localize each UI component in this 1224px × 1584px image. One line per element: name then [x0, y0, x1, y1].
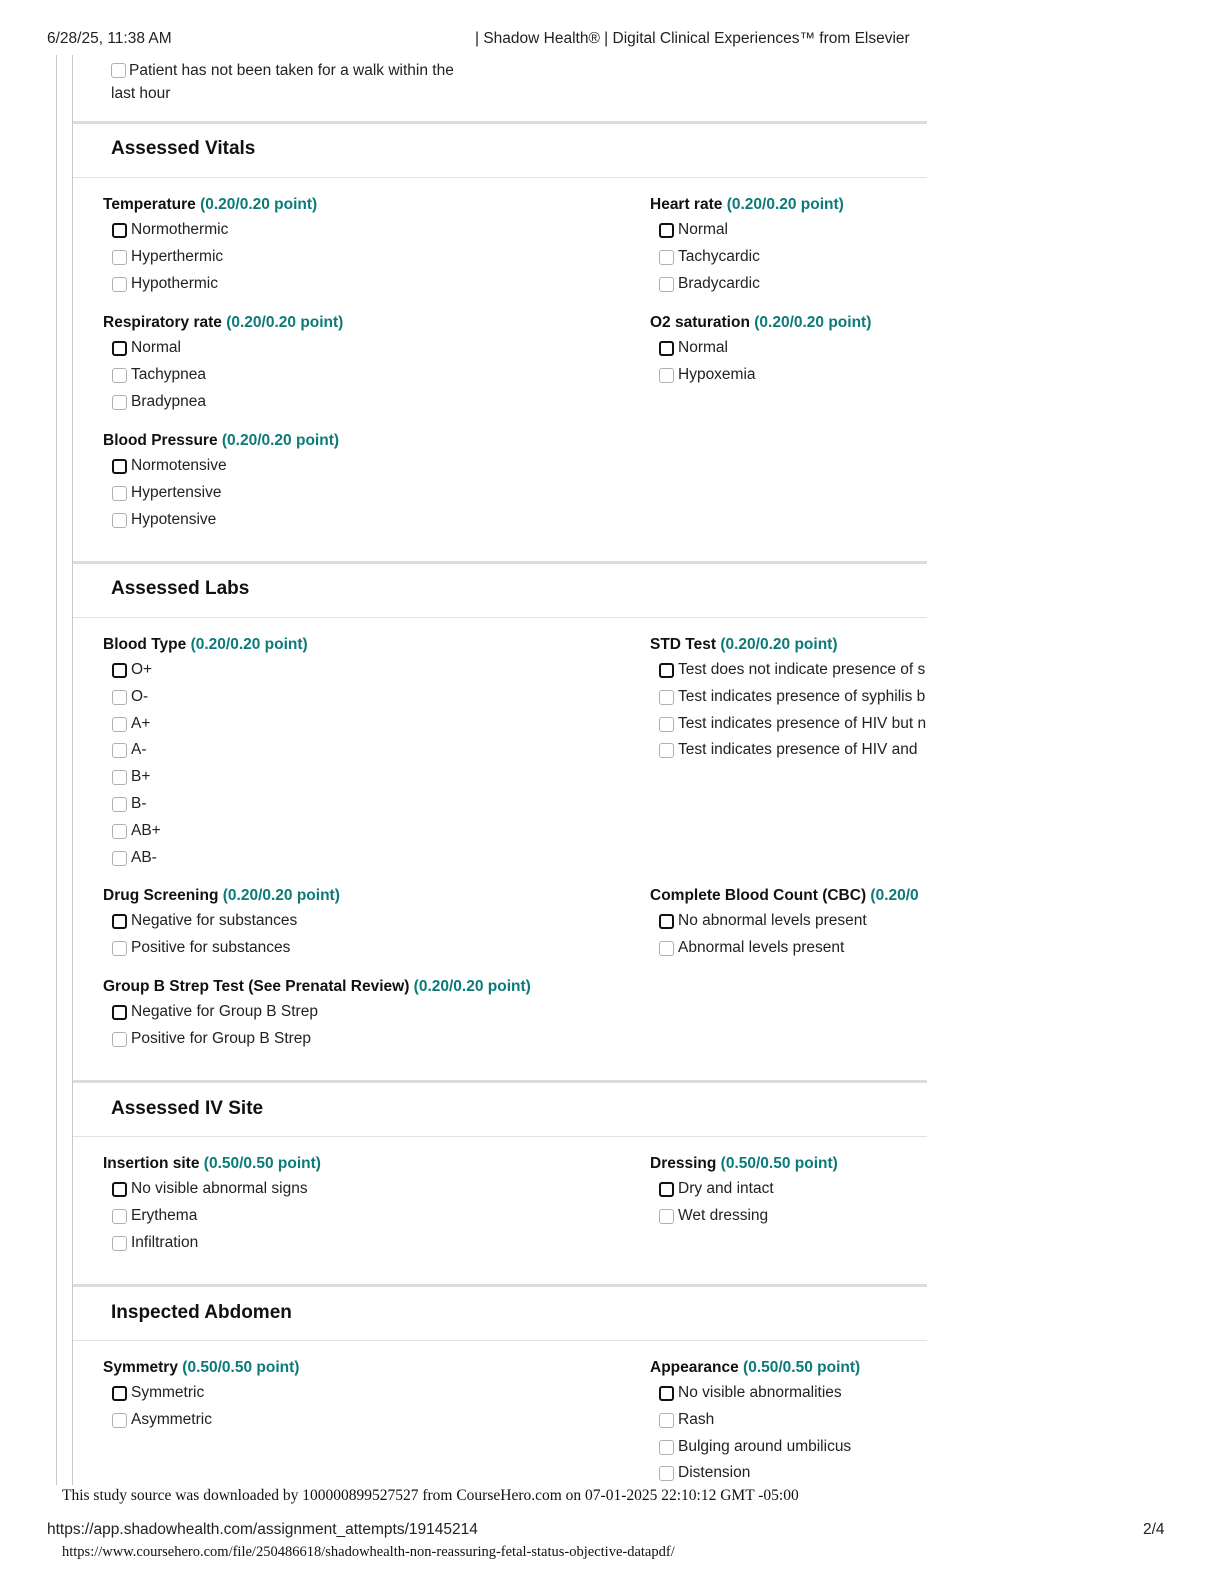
- option-label: No visible abnormal signs: [131, 1180, 308, 1197]
- answer-option[interactable]: [103, 1407, 623, 1434]
- question-score: (0.20/0: [870, 887, 919, 904]
- question-score: (0.20/0.20 point): [726, 196, 844, 213]
- option-label: B+: [131, 768, 151, 786]
- question-heart-rate: [650, 195, 927, 297]
- print-page-title: | Shadow Health® | Digital Clinical Experiences™ from Elsevier: [475, 30, 910, 47]
- question-symmetry: [103, 1358, 623, 1434]
- checkbox[interactable]: [112, 277, 127, 292]
- option-label: Tachycardic: [678, 247, 760, 265]
- answer-option[interactable]: [650, 684, 927, 711]
- option-label: Negative for substances: [131, 912, 298, 929]
- answer-option[interactable]: [650, 271, 927, 298]
- page-number: 2/4: [1143, 1521, 1165, 1538]
- question-label: [103, 195, 623, 217]
- option-label: O+: [131, 661, 153, 678]
- checkbox[interactable]: [112, 513, 127, 528]
- question-score: (0.20/0.20 point): [190, 636, 308, 653]
- checkbox-selected[interactable]: [659, 1386, 674, 1401]
- download-notice: This study source was downloaded by 100000899527527 from CourseHero.com on 07-01-2025 22:10:12 GMT -05:00: [62, 1487, 799, 1504]
- answer-option[interactable]: [650, 1380, 927, 1407]
- answer-option[interactable]: [103, 764, 623, 791]
- checkbox-selected[interactable]: [659, 663, 674, 678]
- question-title: Blood Type: [103, 636, 187, 653]
- checkbox[interactable]: [659, 1209, 674, 1224]
- question-title: Group B Strep Test (See Prenatal Review): [103, 978, 410, 995]
- question-label: [103, 1358, 623, 1380]
- answer-option[interactable]: [650, 362, 927, 389]
- question-score: (0.50/0.50 point): [203, 1155, 321, 1172]
- checkbox[interactable]: [659, 743, 674, 758]
- question-cbc: [650, 886, 927, 962]
- coursehero-url[interactable]: https://www.coursehero.com/file/250486618/shadowhealth-non-reassuring-fetal-status-objective-datapdf/: [62, 1544, 675, 1560]
- question-respiratory-rate: [103, 313, 623, 415]
- answer-option[interactable]: [103, 711, 623, 738]
- question-title: Complete Blood Count (CBC): [650, 887, 867, 904]
- option-label: Bradypnea: [131, 392, 206, 410]
- checkbox[interactable]: [112, 250, 127, 265]
- title-rule: [73, 1340, 927, 1341]
- checkbox-selected[interactable]: [659, 341, 674, 356]
- option-label: Hypertensive: [131, 483, 222, 501]
- question-label: [103, 886, 623, 908]
- question-insertion-site: [103, 1154, 623, 1256]
- option-label: Hyperthermic: [131, 247, 224, 265]
- question-score: (0.20/0.20 point): [720, 636, 838, 653]
- question-label: [650, 195, 927, 217]
- answer-option[interactable]: [103, 845, 623, 872]
- question-title: Dressing: [650, 1155, 717, 1172]
- checkbox[interactable]: [112, 717, 127, 732]
- question-title: Temperature: [103, 196, 196, 213]
- question-score: (0.50/0.50 point): [743, 1359, 861, 1376]
- question-label: [103, 313, 623, 335]
- answer-option[interactable]: [650, 1460, 927, 1485]
- section-title-iv-site: Assessed IV Site: [111, 1098, 264, 1119]
- checkbox[interactable]: [659, 250, 674, 265]
- answer-option[interactable]: [103, 818, 623, 845]
- checkbox-selected[interactable]: [112, 1182, 127, 1197]
- question-score: (0.20/0.20 point): [221, 432, 340, 449]
- answer-option[interactable]: [650, 1434, 927, 1461]
- question-title: Insertion site: [103, 1155, 200, 1172]
- option-label: Distension: [678, 1464, 751, 1482]
- answer-option[interactable]: [103, 1026, 623, 1053]
- checkbox-selected[interactable]: [112, 459, 127, 474]
- checkbox[interactable]: [112, 1413, 127, 1428]
- question-title: Drug Screening: [103, 887, 219, 904]
- checkbox-selected[interactable]: [659, 914, 674, 929]
- option-label: Infiltration: [131, 1233, 199, 1251]
- section-divider: [73, 561, 927, 564]
- option-label: Negative for Group B Strep: [131, 1003, 318, 1020]
- option-label: AB+: [131, 821, 161, 839]
- option-label: Patient has not been taken for a walk within the last hour: [111, 62, 454, 102]
- checkbox-selected[interactable]: [659, 1182, 674, 1197]
- title-rule: [73, 177, 927, 178]
- checkbox-selected[interactable]: [112, 1386, 127, 1401]
- answer-option[interactable]: [103, 1203, 623, 1230]
- option-label: Tachypnea: [131, 365, 206, 383]
- checkbox[interactable]: [112, 1032, 127, 1047]
- checkbox[interactable]: [112, 690, 127, 705]
- answer-option[interactable]: [103, 389, 623, 416]
- checkbox[interactable]: [659, 1413, 674, 1428]
- question-title: Heart rate: [650, 196, 723, 213]
- question-score: (0.20/0.20 point): [226, 314, 344, 331]
- checkbox[interactable]: [112, 797, 127, 812]
- option-label: No visible abnormalities: [678, 1384, 842, 1401]
- report-content: [0, 55, 927, 1485]
- checkbox[interactable]: [659, 690, 674, 705]
- option-label: Normal: [131, 339, 181, 356]
- checkbox[interactable]: [659, 1440, 674, 1455]
- option-label: Positive for Group B Strep: [131, 1029, 312, 1047]
- question-label: [650, 1154, 927, 1176]
- question-label: [650, 1358, 927, 1380]
- answer-option[interactable]: [103, 507, 623, 534]
- answer-option[interactable]: [103, 1380, 623, 1407]
- question-label: [103, 431, 623, 453]
- question-o2-saturation: [650, 313, 927, 389]
- answer-option[interactable]: [103, 453, 623, 480]
- checkbox[interactable]: [659, 368, 674, 383]
- question-title: Appearance: [650, 1359, 739, 1376]
- checkbox[interactable]: [112, 368, 127, 383]
- option-label: Hypothermic: [131, 274, 218, 292]
- checkbox-selected[interactable]: [112, 223, 127, 238]
- section-title-abdomen: Inspected Abdomen: [111, 1302, 292, 1323]
- answer-option[interactable]: [650, 737, 927, 764]
- answer-option[interactable]: [650, 657, 927, 684]
- option-label: Symmetric: [131, 1384, 205, 1401]
- title-rule: [73, 1136, 927, 1137]
- answer-option[interactable]: [650, 1176, 927, 1203]
- question-score: (0.20/0.20 point): [413, 978, 531, 995]
- answer-option[interactable]: [103, 271, 623, 298]
- question-blood-pressure: [103, 431, 623, 533]
- outer-border: [56, 55, 57, 1485]
- question-temperature: [103, 195, 623, 297]
- option-label: Test indicates presence of HIV but n: [678, 714, 927, 732]
- checkbox[interactable]: [659, 277, 674, 292]
- option-label: B-: [131, 794, 147, 812]
- answer-option[interactable]: [103, 791, 623, 818]
- section-title-labs: Assessed Labs: [111, 578, 250, 599]
- checkbox[interactable]: [112, 395, 127, 410]
- inner-border: [72, 55, 73, 1485]
- checkbox[interactable]: [112, 770, 127, 785]
- question-label: [650, 313, 927, 335]
- answer-option[interactable]: [103, 999, 623, 1026]
- option-label: Abnormal levels present: [678, 938, 845, 956]
- answer-option[interactable]: [650, 217, 927, 244]
- option-label: O-: [131, 687, 149, 705]
- option-label: A-: [131, 741, 147, 759]
- answer-option[interactable]: [650, 908, 927, 935]
- answer-option[interactable]: [103, 362, 623, 389]
- previous-option: [111, 59, 481, 105]
- question-label: [650, 635, 927, 657]
- print-datetime: 6/28/25, 11:38 AM: [47, 30, 172, 47]
- option-label: Positive for substances: [131, 938, 291, 956]
- checkbox-selected[interactable]: [659, 223, 674, 238]
- question-dressing: [650, 1154, 927, 1230]
- title-rule: [73, 617, 927, 618]
- answer-option[interactable]: [103, 908, 623, 935]
- option-label: Dry and intact: [678, 1180, 774, 1197]
- answer-option[interactable]: [650, 244, 927, 271]
- answer-option[interactable]: [103, 935, 623, 962]
- question-score: (0.50/0.50 point): [720, 1155, 838, 1172]
- section-title-vitals: Assessed Vitals: [111, 138, 256, 159]
- option-label: Test indicates presence of syphilis b: [678, 687, 926, 705]
- question-title: O2 saturation: [650, 314, 750, 331]
- checkbox[interactable]: [112, 1209, 127, 1224]
- question-drug-screening: [103, 886, 623, 962]
- checkbox[interactable]: [659, 717, 674, 732]
- checkbox[interactable]: [112, 743, 127, 758]
- print-url[interactable]: https://app.shadowhealth.com/assignment_attempts/19145214: [47, 1521, 478, 1538]
- option-label: Wet dressing: [678, 1206, 769, 1224]
- checkbox[interactable]: [112, 486, 127, 501]
- option-label: A+: [131, 714, 151, 732]
- option-label: Bradycardic: [678, 274, 760, 292]
- question-blood-type: [103, 635, 623, 871]
- option-label: Erythema: [131, 1206, 198, 1224]
- checkbox[interactable]: [112, 851, 127, 866]
- checkbox-selected[interactable]: [112, 341, 127, 356]
- section-divider: [73, 1080, 927, 1083]
- answer-option[interactable]: [103, 657, 623, 684]
- question-std-test: [650, 635, 927, 764]
- option-label: No abnormal levels present: [678, 912, 867, 929]
- question-label: [103, 1154, 623, 1176]
- answer-option[interactable]: [103, 684, 623, 711]
- checkbox[interactable]: [659, 1466, 674, 1481]
- question-label: [103, 635, 623, 657]
- section-divider: [73, 1284, 927, 1287]
- checkbox[interactable]: [111, 63, 126, 78]
- answer-option[interactable]: [103, 335, 623, 362]
- checkbox-selected[interactable]: [112, 663, 127, 678]
- checkbox-selected[interactable]: [112, 914, 127, 929]
- answer-option[interactable]: [103, 1176, 623, 1203]
- question-score: (0.20/0.20 point): [754, 314, 872, 331]
- question-title: Symmetry: [103, 1359, 178, 1376]
- question-appearance: [650, 1358, 927, 1485]
- answer-option[interactable]: [650, 711, 927, 738]
- section-divider: [73, 121, 927, 124]
- answer-option[interactable]: [650, 335, 927, 362]
- checkbox[interactable]: [112, 941, 127, 956]
- checkbox[interactable]: [112, 824, 127, 839]
- answer-option[interactable]: [103, 737, 623, 764]
- question-title: STD Test: [650, 636, 717, 653]
- answer-option[interactable]: [103, 244, 623, 271]
- option-label: Test does not indicate presence of s: [678, 661, 926, 678]
- answer-option[interactable]: [103, 1230, 623, 1257]
- option-label: Normothermic: [131, 221, 229, 238]
- option-label: AB-: [131, 848, 157, 866]
- option-label: Hypoxemia: [678, 365, 756, 383]
- question-score: (0.50/0.50 point): [182, 1359, 300, 1376]
- answer-option[interactable]: [650, 1407, 927, 1434]
- option-label: Normal: [678, 221, 728, 238]
- option-label: Bulging around umbilicus: [678, 1437, 852, 1455]
- option-label: Rash: [678, 1410, 715, 1428]
- checkbox-selected[interactable]: [112, 1005, 127, 1020]
- question-title: Respiratory rate: [103, 314, 222, 331]
- option-label: Normotensive: [131, 457, 227, 474]
- question-title: Blood Pressure: [103, 432, 218, 449]
- question-label: [103, 977, 623, 999]
- question-score: (0.20/0.20 point): [222, 887, 340, 904]
- answer-option[interactable]: [103, 217, 623, 244]
- option-label: Hypotensive: [131, 510, 217, 528]
- print-header: [47, 30, 1187, 50]
- option-label: Normal: [678, 339, 728, 356]
- option-label: Test indicates presence of HIV and: [678, 741, 918, 759]
- option-label: Asymmetric: [131, 1410, 212, 1428]
- checkbox[interactable]: [112, 1236, 127, 1251]
- question-label: [650, 886, 927, 908]
- answer-option[interactable]: [103, 480, 623, 507]
- question-score: (0.20/0.20 point): [200, 196, 318, 213]
- checkbox[interactable]: [659, 941, 674, 956]
- answer-option[interactable]: [650, 1203, 927, 1230]
- question-group-b-strep: [103, 977, 623, 1053]
- answer-option[interactable]: [650, 935, 927, 962]
